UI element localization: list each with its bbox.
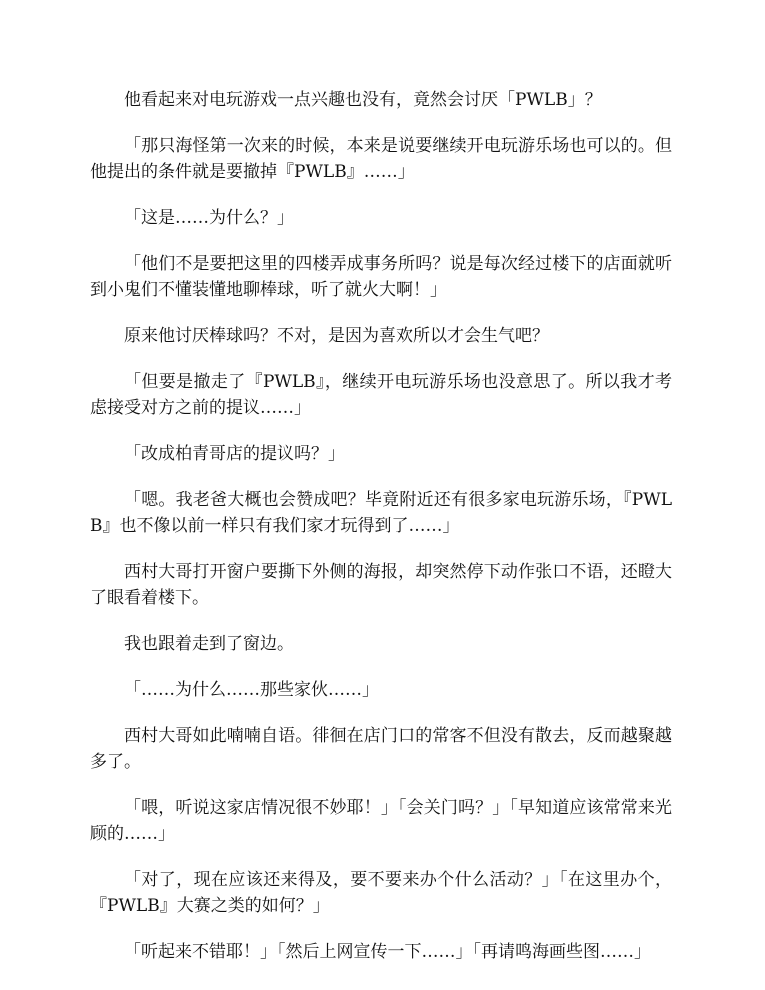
paragraph: 「听起来不错耶！」「然后上网宣传一下……」「再请鸣海画些图……」 — [124, 942, 651, 962]
paragraph: 「……为什么……那些家伙……」 — [124, 680, 379, 700]
paragraph: 我也跟着走到了窗边。 — [124, 634, 294, 654]
document-page — [90, 87, 672, 985]
paragraph: 「喂，听说这家店情况很不妙耶！」「会关门吗？」「早知道应该常常来光顾的……」 — [90, 798, 672, 844]
paragraph: 「对了，现在应该还来得及，要不要来办个什么活动？」「在这里办个，『PWLB』大赛之类的如何？」 — [90, 870, 672, 916]
paragraph: 「这是……为什么？」 — [124, 208, 294, 228]
paragraph: 西村大哥打开窗户要撕下外侧的海报，却突然停下动作张口不语，还瞪大了眼看着楼下。 — [90, 562, 672, 608]
paragraph: 「嗯。我老爸大概也会赞成吧？毕竟附近还有很多家电玩游乐场，『PWLB』也不像以前一样只有我们家才玩得到了……」 — [90, 490, 672, 536]
paragraph: 「那只海怪第一次来的时候，本来是说要继续开电玩游乐场也可以的。但他提出的条件就是要撤掉『PWLB』……」 — [90, 136, 672, 182]
paragraph: 西村大哥如此喃喃自语。徘徊在店门口的常客不但没有散去，反而越聚越多了。 — [90, 726, 672, 772]
paragraph: 「但要是撤走了『PWLB』，继续开电玩游乐场也没意思了。所以我才考虑接受对方之前的提议……」 — [90, 372, 672, 418]
paragraph: 「改成柏青哥店的提议吗？」 — [124, 444, 345, 464]
paragraph: 「他们不是要把这里的四楼弄成事务所吗？说是每次经过楼下的店面就听到小鬼们不懂装懂地聊棒球，听了就火大啊！」 — [90, 254, 672, 300]
paragraph: 他看起来对电玩游戏一点兴趣也没有，竟然会讨厌「PWLB」？ — [124, 90, 602, 110]
paragraph: 原来他讨厌棒球吗？不对，是因为喜欢所以才会生气吧？ — [124, 326, 549, 346]
